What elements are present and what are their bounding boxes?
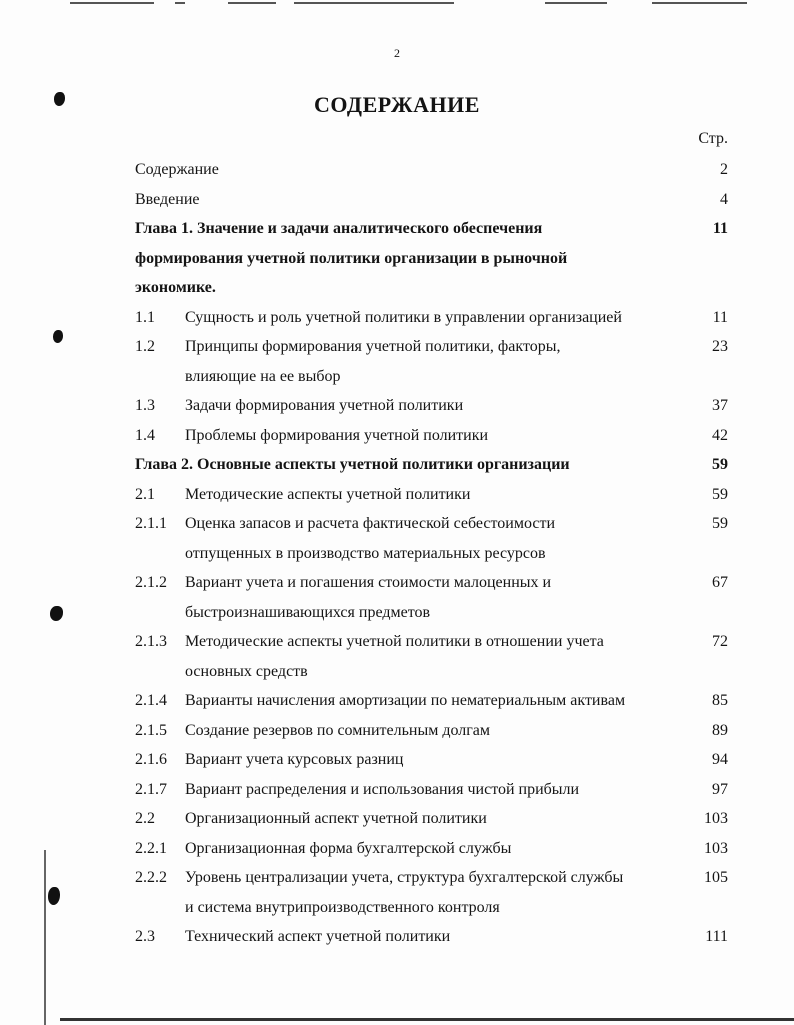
- toc-entry-number: 2.1: [135, 485, 155, 503]
- scan-artifact-line: [294, 2, 454, 4]
- toc-entry-number: 2.1.5: [135, 721, 167, 739]
- toc-entry-page: 11: [712, 308, 728, 326]
- scan-artifact-line: [44, 850, 46, 1025]
- toc-entry: [135, 716, 728, 746]
- scan-artifact-line: [60, 1018, 794, 1021]
- toc-entry-page: 89: [712, 721, 728, 739]
- toc-entry-page: 72: [712, 633, 728, 650]
- toc-entry-continuation: [135, 657, 728, 687]
- toc-entry: [135, 834, 728, 864]
- toc-entry-continuation: [135, 273, 728, 303]
- toc-entry-continuation: [135, 362, 728, 392]
- toc-entry-number: 2.1.6: [135, 751, 167, 768]
- toc-entry: [135, 185, 728, 215]
- toc-entry: [135, 863, 728, 893]
- toc-entry-title: Технический аспект учетной политики: [185, 928, 451, 945]
- toc-entry-number: 2.1.1: [135, 515, 167, 532]
- toc-entry-number: 1.4: [135, 426, 155, 444]
- toc-entry-title: Содержание: [135, 161, 219, 178]
- toc-entry-continuation: [135, 893, 728, 923]
- scan-artifact-line: [228, 2, 276, 4]
- toc-entry-title: формирования учетной политики организации в рыночной: [135, 249, 568, 267]
- page-column-header: Стр.: [698, 130, 728, 147]
- toc-entry-page: 111: [705, 928, 728, 945]
- toc-entry-title: влияющие на ее выбор: [185, 367, 341, 385]
- toc-entry-number: 1.2: [135, 338, 155, 355]
- toc-entry: [135, 745, 728, 775]
- toc-entry-page: 42: [712, 426, 728, 444]
- toc-entry-title: Уровень централизации учета, структура бухгалтерской службы: [185, 869, 624, 886]
- scan-artifact-line: [545, 2, 607, 4]
- toc-entry: [135, 303, 728, 333]
- toc-entry-title: Введение: [135, 190, 200, 208]
- toc-entry-title: Методические аспекты учетной политики: [185, 485, 471, 503]
- toc-entry: [135, 568, 728, 598]
- toc-entry-title: Глава 1. Значение и задачи аналитического обеспечения: [135, 220, 543, 237]
- page-number: 2: [394, 46, 400, 60]
- toc-entry-title: Методические аспекты учетной политики в отношении учета: [185, 633, 604, 650]
- toc-entry-title: Вариант учета курсовых разниц: [185, 751, 404, 768]
- toc-entry-page: 105: [704, 869, 728, 886]
- toc-chapter-heading: [135, 450, 728, 480]
- toc-entry-number: 1.1: [135, 308, 155, 326]
- toc-entry: [135, 480, 728, 510]
- toc-entry-title: Создание резервов по сомнительным долгам: [185, 721, 491, 739]
- toc-entry-page: 103: [704, 810, 728, 827]
- toc-entry: [135, 775, 728, 805]
- toc-entry-title: Задачи формирования учетной политики: [185, 397, 464, 414]
- toc-entry-title: отпущенных в производство материальных ресурсов: [185, 544, 546, 562]
- toc-entry-number: 2.1.7: [135, 780, 167, 798]
- toc-entry-page: 11: [712, 220, 728, 237]
- toc-entry-title: Сущность и роль учетной политики в управлении организацией: [185, 308, 622, 326]
- scan-artifact-line: [175, 2, 185, 4]
- scan-artifact-line: [652, 2, 747, 4]
- page-title: СОДЕРЖАНИЕ: [314, 92, 480, 117]
- toc-entry-page: 23: [712, 338, 728, 355]
- toc-entry-title: Глава 2. Основные аспекты учетной политики организации: [135, 456, 570, 473]
- toc-entry: [135, 922, 728, 952]
- toc-entry-continuation: [135, 598, 728, 628]
- toc-entry-title: Принципы формирования учетной политики, факторы,: [185, 338, 561, 355]
- toc-entry-page: 67: [712, 574, 728, 591]
- toc-entry: [135, 509, 728, 539]
- toc-entry-title: Оценка запасов и расчета фактической себестоимости: [185, 515, 556, 532]
- toc-entry: [135, 627, 728, 657]
- toc-entry: [135, 155, 728, 185]
- toc-entry-number: 1.3: [135, 397, 155, 414]
- toc-entry-title: Проблемы формирования учетной политики: [185, 426, 489, 444]
- punch-hole-mark: [48, 887, 60, 905]
- punch-hole-mark: [50, 606, 63, 621]
- toc-entry: [135, 804, 728, 834]
- toc-entry-title: Организационная форма бухгалтерской службы: [185, 839, 512, 857]
- scan-artifact-line: [70, 2, 154, 4]
- toc-entry-continuation: [135, 539, 728, 569]
- toc-entry-title: и система внутрипроизводственного контроля: [185, 898, 500, 916]
- toc-entry: [135, 421, 728, 451]
- toc-entry-number: 2.2.2: [135, 869, 167, 886]
- toc-entry-number: 2.2.1: [135, 839, 167, 857]
- toc-entry: [135, 391, 728, 421]
- toc-entry-page: 103: [704, 839, 728, 857]
- toc-entry-number: 2.3: [135, 928, 155, 945]
- toc-entry-title: экономике.: [135, 279, 216, 296]
- toc-entry-page: 59: [712, 456, 728, 473]
- toc-entry-page: 97: [712, 780, 728, 798]
- toc-entry-number: 2.1.3: [135, 633, 167, 650]
- toc-entry-page: 37: [712, 397, 728, 414]
- toc-entry-number: 2.1.2: [135, 574, 167, 591]
- toc-entry-title: Организационный аспект учетной политики: [185, 810, 487, 827]
- punch-hole-mark: [53, 330, 63, 343]
- toc-entry-number: 2.1.4: [135, 692, 167, 709]
- toc-entry-page: 94: [712, 751, 728, 768]
- toc-entry-page: 4: [720, 190, 728, 208]
- toc-entry: [135, 332, 728, 362]
- toc-chapter-heading: [135, 214, 728, 244]
- toc-entry-page: 59: [712, 515, 728, 532]
- toc-entry-title: основных средств: [185, 662, 308, 680]
- toc-entry: [135, 686, 728, 716]
- toc-entry-title: Вариант учета и погашения стоимости малоценных и: [185, 574, 552, 591]
- toc-entry-page: 59: [712, 485, 728, 503]
- toc-entry-page: 2: [720, 161, 728, 178]
- toc-entry-number: 2.2: [135, 810, 155, 827]
- toc-entry-title: Варианты начисления амортизации по нематериальным активам: [185, 692, 626, 709]
- toc-entry-title: быстроизнашивающихся предметов: [185, 603, 431, 621]
- toc-entry-page: 85: [712, 692, 728, 709]
- toc-entry-continuation: [135, 244, 728, 274]
- table-of-contents: [135, 155, 728, 952]
- toc-entry-title: Вариант распределения и использования чистой прибыли: [185, 780, 580, 798]
